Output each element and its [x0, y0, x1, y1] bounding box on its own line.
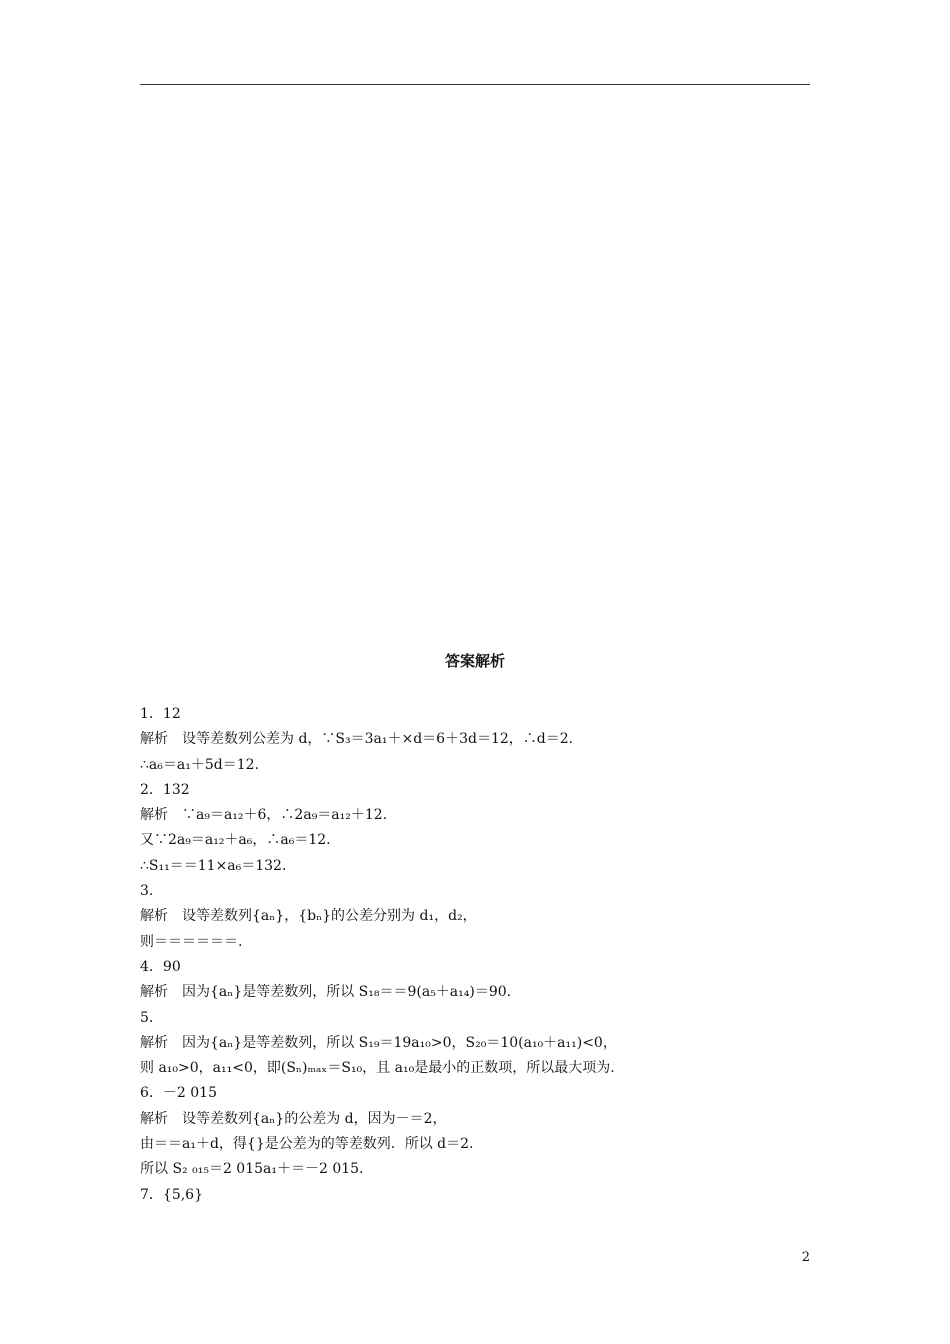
- answer-line: 5.: [140, 1009, 154, 1026]
- answer-line: 解析 设等差数列公差为 d，∵S₃＝3a₁＋×d＝6＋3d＝12，∴d＝2.: [140, 731, 574, 748]
- answer-line: 6．－2 015: [140, 1085, 217, 1102]
- answer-line: 3.: [140, 883, 154, 900]
- answer-line: ∴a₆＝a₁＋5d＝12.: [140, 756, 259, 773]
- answer-line: ∴S₁₁＝＝11×a₆＝132.: [140, 857, 287, 874]
- answer-line: 解析 因为{aₙ}是等差数列，所以 S₁₉＝19a₁₀>0，S₂₀＝10(a₁₀＋a₁₁)<0，: [140, 1034, 617, 1051]
- header-rule: [140, 84, 810, 85]
- answer-line: 7．{5,6}: [140, 1186, 203, 1203]
- answer-line: 解析 因为{aₙ}是等差数列，所以 S₁₈＝＝9(a₅＋a₁₄)＝90.: [140, 984, 512, 1001]
- page-number: 2: [801, 1250, 810, 1265]
- answer-content: [140, 702, 820, 1208]
- answer-line: 4．90: [140, 958, 181, 975]
- section-heading: 答案解析: [444, 652, 505, 670]
- answer-line: 由＝＝a₁＋d，得{}是公差为的等差数列．所以 d＝2.: [140, 1136, 474, 1153]
- answer-line: 所以 S₂ ₀₁₅＝2 015a₁＋＝－2 015.: [140, 1161, 364, 1178]
- answer-line: 则 a₁₀>0，a₁₁<0，即(Sₙ)ₘₐₓ＝S₁₀，且 a₁₀是最小的正数项，所以最大项为.: [140, 1060, 615, 1077]
- answer-line: 1．12: [140, 706, 181, 722]
- answer-line: 则＝＝＝＝＝＝.: [140, 933, 243, 950]
- answer-line: 解析 设等差数列{aₙ}，{bₙ}的公差分别为 d₁，d₂，: [140, 908, 477, 925]
- answer-line: 2．132: [140, 781, 190, 798]
- answer-line: 解析 ∵a₉＝a₁₂＋6，∴2a₉＝a₁₂＋12.: [140, 807, 388, 824]
- answer-line: 又∵2a₉＝a₁₂＋a₆，∴a₆＝12.: [140, 832, 331, 849]
- answer-line: 解析 设等差数列{aₙ}的公差为 d，因为－＝2，: [140, 1110, 447, 1127]
